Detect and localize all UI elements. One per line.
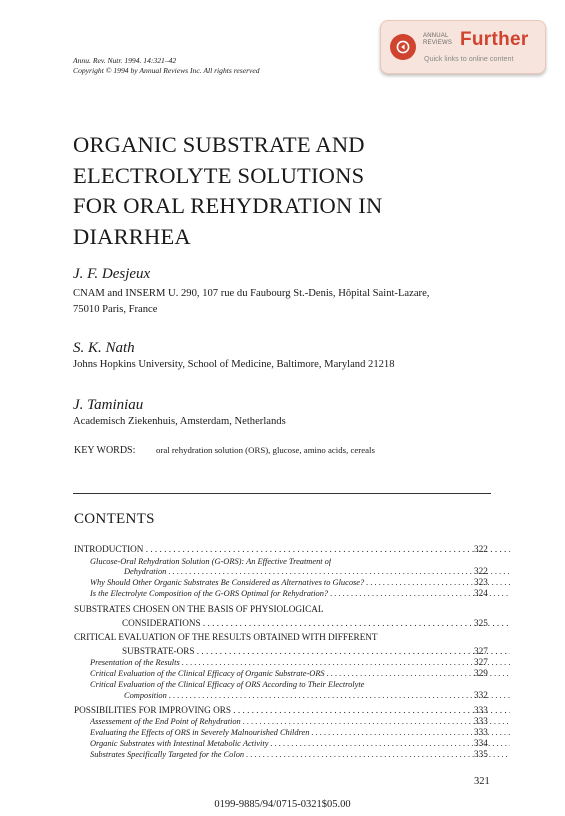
keywords-list: oral rehydration solution (ORS), glucose, amino acids, cereals [156, 445, 375, 455]
toc-entry-page: 333 [474, 727, 488, 737]
toc-row [74, 604, 492, 615]
toc-entry-title: Substrates Specifically Targeted for the Colon . . . [90, 749, 510, 760]
toc-row [74, 588, 492, 599]
arrow-left-circle-icon [390, 34, 416, 60]
toc-entry-page: 322 [474, 544, 488, 554]
toc-row [74, 679, 492, 690]
toc-entry-title: Glucose-Oral Rehydration Solution (G-ORS): An Effective Treatment of [90, 557, 332, 566]
toc-entry-page: 324 [474, 588, 488, 598]
title-line: ORGANIC SUBSTRATE AND [73, 132, 365, 157]
toc-row [74, 646, 492, 657]
toc-entry-title: CRITICAL EVALUATION OF THE RESULTS OBTAINED WITH DIFFERENT [74, 632, 378, 642]
toc-row [74, 657, 492, 668]
toc-entry-page: 323 [474, 577, 488, 587]
author-name: S. K. Nath [73, 340, 135, 356]
toc-entry-title: Evaluating the Effects of ORS in Severely Malnourished Children . . . [90, 727, 510, 738]
toc-entry-title: Composition . . . [124, 690, 510, 701]
toc-entry-title: SUBSTRATE-ORS . . . [122, 646, 510, 657]
toc-entry-page: 329 [474, 668, 488, 678]
author-affiliation: Johns Hopkins University, School of Medicine, Baltimore, Maryland 21218 [73, 359, 395, 370]
toc-row [74, 618, 492, 629]
toc-entry-page: 333 [474, 716, 488, 726]
toc-entry-page: 327 [474, 657, 488, 667]
title-line: ELECTROLYTE SOLUTIONS [73, 162, 365, 188]
author-affiliation: Academisch Ziekenhuis, Amsterdam, Netherlands [73, 416, 286, 427]
toc-entry-page: 322 [474, 566, 488, 576]
section-divider [73, 493, 491, 494]
author-name: J. Taminiau [73, 397, 144, 413]
toc-entry-title: Critical Evaluation of the Clinical Efficacy of ORS According to Their Electrolyte [90, 680, 365, 689]
toc-entry-page: 335 [474, 749, 488, 759]
title-line: DIARRHEA [73, 223, 191, 249]
toc-row [74, 544, 492, 555]
toc-entry-title: POSSIBILITIES FOR IMPROVING ORS . . . [74, 705, 510, 716]
toc-entry-page: 333 [474, 705, 488, 715]
keywords-line [74, 445, 375, 456]
toc-entry-title: Organic Substrates with Intestinal Metabolic Activity . . . [90, 738, 510, 749]
toc-entry-page: 332 [474, 690, 488, 700]
toc-row [74, 577, 492, 588]
page-number: 321 [474, 776, 490, 787]
toc-entry-title: SUBSTRATES CHOSEN ON THE BASIS OF PHYSIOLOGICAL [74, 604, 324, 614]
article-title [73, 130, 503, 252]
contents-heading: CONTENTS [74, 511, 155, 527]
toc-entry-page: 334 [474, 738, 488, 748]
toc-row [74, 668, 492, 679]
toc-row [74, 727, 492, 738]
toc-entry-title: Assessement of the End Point of Rehydration . . . [90, 716, 510, 727]
further-subtitle: Quick links to online content [424, 54, 514, 63]
copyright-line: Copyright © 1994 by Annual Reviews Inc. All rights reserved [73, 66, 260, 75]
toc-row [74, 705, 492, 716]
toc-entry-title: Presentation of the Results . . . [90, 657, 510, 668]
toc-entry-title: Is the Electrolyte Composition of the G-ORS Optimal for Rehydration? . . . [90, 588, 510, 599]
toc-row [74, 738, 492, 749]
price-code: 0199-9885/94/0715-0321$05.00 [214, 799, 351, 810]
toc-entry-title: CONSIDERATIONS . . . [122, 618, 510, 629]
keywords-label: KEY WORDS: [74, 445, 136, 456]
toc-entry-title: Why Should Other Organic Substrates Be Considered as Alternatives to Glucose? . . . [90, 577, 510, 588]
title-line: FOR ORAL REHYDRATION IN [73, 193, 383, 218]
toc-row [74, 749, 492, 760]
author-name: J. F. Desjeux [73, 266, 151, 282]
toc-entry-title: Critical Evaluation of the Clinical Efficacy of Organic Substrate-ORS . . . [90, 668, 510, 679]
toc-row [74, 716, 492, 727]
further-links-badge[interactable] [380, 20, 546, 74]
toc-entry-title: Dehydration . . . [124, 566, 510, 577]
toc-row [74, 632, 492, 643]
journal-citation: Annu. Rev. Nutr. 1994. 14:321–42 [73, 56, 177, 65]
toc-entry-title: INTRODUCTION . . . [74, 544, 510, 555]
author-affiliation: CNAM and INSERM U. 290, 107 rue du Faubourg St.-Denis, Hôpital Saint-Lazare, 75010 Paris, France [73, 288, 430, 315]
further-wordmark: Further [460, 29, 529, 50]
annual-reviews-wordmark: ANNUAL REVIEWS [423, 33, 453, 46]
toc-entry-page: 327 [474, 646, 488, 656]
toc-row [74, 690, 492, 701]
journal-citation-block [73, 56, 260, 76]
toc-entry-page: 325 [474, 618, 488, 628]
toc-row [74, 566, 492, 577]
